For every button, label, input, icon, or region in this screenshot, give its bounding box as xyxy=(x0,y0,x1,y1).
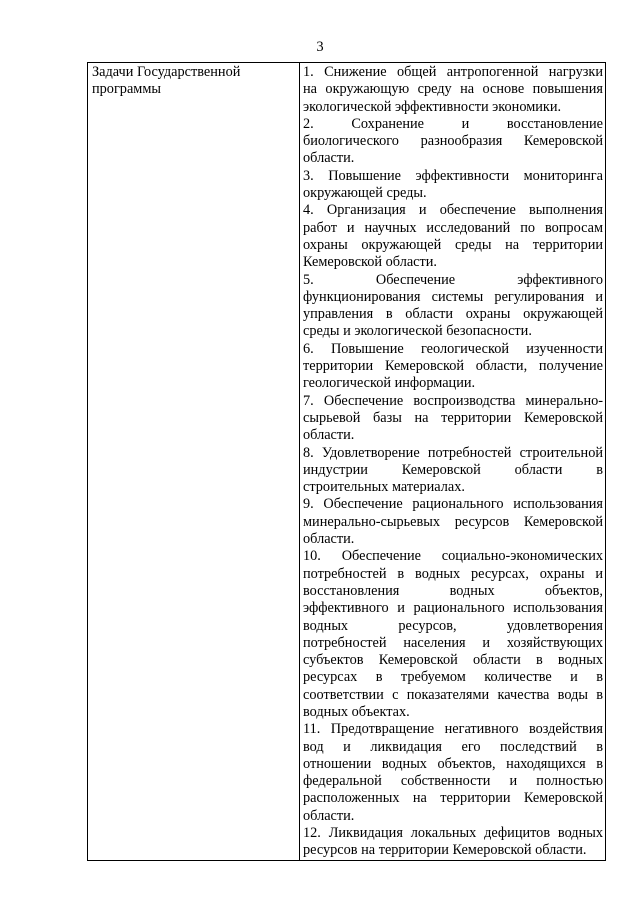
task-line: водных объектах. xyxy=(303,703,410,720)
task-line: федеральной собственности и полностью xyxy=(303,773,603,790)
task-line: 9. Обеспечение рационального использования xyxy=(303,496,603,513)
row-label-line: Задачи Государственной xyxy=(92,64,241,80)
task-line: восстановления водных объектов, xyxy=(303,582,603,599)
task-line: геологической информации. xyxy=(303,375,476,392)
task-line: Кемеровской области. xyxy=(303,254,437,271)
task-line: строительных материалах. xyxy=(303,479,465,496)
task-item xyxy=(303,272,603,341)
task-item xyxy=(303,116,603,168)
task-line: 5. Обеспечение эффективного xyxy=(303,271,603,288)
task-line: 12. Ликвидация локальных дефицитов водных xyxy=(303,825,603,842)
task-line: индустрии Кемеровской области в xyxy=(303,461,603,478)
task-item xyxy=(303,445,603,497)
task-line: 3. Повышение эффективности мониторинга xyxy=(303,167,603,184)
task-line: 7. Обеспечение воспроизводства минерально- xyxy=(303,392,603,409)
task-line: окружающей среды. xyxy=(303,185,427,202)
task-line: 4. Организация и обеспечение выполнения xyxy=(303,202,603,219)
task-line: потребностей населения и хозяйствующих xyxy=(303,634,603,651)
row-label-line: программы xyxy=(92,81,162,98)
task-item xyxy=(303,721,603,825)
task-line: соответствии с показателями качества воды в xyxy=(303,686,603,703)
task-line: субъектов Кемеровской области в водных xyxy=(303,652,603,669)
task-line: 6. Повышение геологической изученности xyxy=(303,340,603,357)
task-line: расположенных на территории Кемеровской xyxy=(303,790,603,807)
task-line: биологического разнообразия Кемеровской xyxy=(303,133,603,150)
task-line: минерально-сырьевых ресурсов Кемеровской xyxy=(303,513,603,530)
task-item xyxy=(303,341,603,393)
task-line: области. xyxy=(303,531,355,548)
task-item xyxy=(303,496,603,548)
task-line: экологической эффективности экономики. xyxy=(303,98,562,115)
task-line: 11. Предотвращение негативного воздействия xyxy=(303,721,603,738)
task-line: области. xyxy=(303,427,355,444)
task-item xyxy=(303,825,603,860)
task-line: 8. Удовлетворение потребностей строительной xyxy=(303,444,603,461)
task-line: области. xyxy=(303,807,355,824)
task-line: области. xyxy=(303,150,355,167)
page-number: 3 xyxy=(316,39,324,55)
row-label xyxy=(88,63,299,99)
task-item xyxy=(303,393,603,445)
task-line: среды и экологической безопасности. xyxy=(303,323,532,340)
task-line: работ и научных исследований по вопросам xyxy=(303,219,603,236)
label-cell xyxy=(88,63,300,861)
task-list xyxy=(300,63,605,860)
task-line: территории Кемеровской области, получение xyxy=(303,358,603,375)
task-line: ресурсов на территории Кемеровской области. xyxy=(303,842,587,859)
task-line: 1. Снижение общей антропогенной нагрузки xyxy=(303,64,603,80)
task-item xyxy=(303,548,603,721)
content-cell xyxy=(300,63,606,861)
task-line: сырьевой базы на территории Кемеровской xyxy=(303,409,603,426)
task-line: охраны окружающей среды на территории xyxy=(303,236,603,253)
task-line: отношении водных объектов, находящихся в xyxy=(303,755,603,772)
task-line: эффективного и рационального использования xyxy=(303,600,603,617)
task-line: потребностей в водных ресурсах, охраны и xyxy=(303,565,603,582)
task-line: вод и ликвидация его последствий в xyxy=(303,738,603,755)
program-tasks-table xyxy=(87,62,606,861)
task-line: водных ресурсов, удовлетворения xyxy=(303,617,603,634)
task-item xyxy=(303,202,603,271)
task-line: 2. Сохранение и восстановление xyxy=(303,115,603,132)
task-line: ресурсах в требуемом количестве и в xyxy=(303,669,603,686)
task-item xyxy=(303,168,603,203)
task-line: на окружающую среду на основе повышения xyxy=(303,81,603,98)
task-line: 10. Обеспечение социально-экономических xyxy=(303,548,603,565)
task-line: управления в области охраны окружающей xyxy=(303,306,603,323)
task-item xyxy=(303,64,603,116)
task-line: функционирования системы регулирования и xyxy=(303,288,603,305)
table-row xyxy=(88,63,606,861)
